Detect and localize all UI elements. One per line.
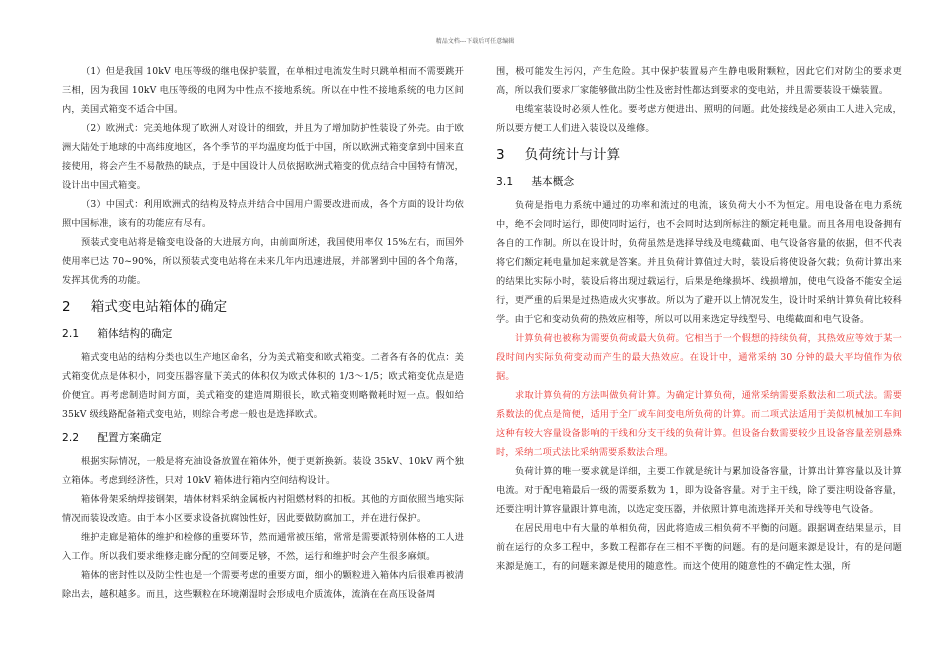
paragraph: 根据实际情况，一般是将充油设备放置在箱体外，便于更新换新。装设 35kV、10kV 两个独立箱体。考虑到经济性，只对 10kV 箱体进行箱内空间结构设计。 bbox=[62, 456, 464, 486]
subsection-title: 配置方案确定 bbox=[97, 432, 162, 444]
paragraph: （2）欧洲式：完美地体现了欧洲人对设计的细致，并且为了增加防护性装设了外壳。由于欧洲大陆处于地球的中高纬度地区，各个季节的平均温度均低于中国，所以欧洲式箱变拿到中国来直接使用，将会产生不易散热的缺点，于是中国设计人员依据欧洲式箱变的优点结合中国特有情况，设计出中国式箱变。 bbox=[62, 123, 464, 191]
paragraph: 在居民用电中有大量的单相负荷，因此将造成三相负荷不平衡的问题。跟据调查结果显示，目前在运行的众多工程中，多数工程都存在三相不平衡的问题。有的是问题来源是设计，有的是问题来源是施工，有的问题来源是使用的随意性。而这个使用的随意性的不确定性太强，所 bbox=[496, 523, 902, 572]
paragraph: （1）但是我国 10kV 电压等级的继电保护装置，在单相过电流发生时只跳单相而不需要跳开三相，因为我国 10kV 电压等级的电网为中性点不接地系统。所以在中性不接地系统的电力区间内，美国式箱变不适合中国。 bbox=[62, 66, 464, 115]
paragraph: 电缆室装设时必须人性化。要考虑方便进出、照明的问题。此处接线是必须由工人进入完成，所以要方便工人们进入装设以及维修。 bbox=[496, 104, 902, 134]
paragraph: 箱体骨架采纳焊接钢架，墙体材料采纳金属板内衬阻燃材料的扣板。其他的方面依照当地实际情况而装设改造。由于本小区要求设备抗腐蚀性好，因此要做防腐加工，并在进行保护。 bbox=[62, 494, 464, 524]
highlighted-paragraph: 求取计算负荷的方法叫做负荷计算。为确定计算负荷，通常采纳需要系数法和二项式法。需要系数法的优点是简便，适用于全厂或车间变电所负荷的计算。而二项式法适用于美似机械加工车间这种有较大容量设备影响的干线和分支干线的负荷计算。但设备台数需要较少且设备容量差别悬殊时，采纳二项式法比采纳需要系数法合理。 bbox=[496, 390, 902, 458]
section-number: 3 bbox=[496, 147, 505, 163]
paragraph: 维护走廊是箱体的维护和检修的重要环节，然而通常被压缩，常常是需要派特别体格的工人进入工作。所以我们要求维修走廊分配的空间要足够，不然，运行和维护时会产生很多麻烦。 bbox=[62, 532, 464, 562]
subsection-title: 基本概念 bbox=[531, 176, 575, 188]
paragraph-continued: 围，极可能发生污闪，产生危险。其中保护装置易产生静电吸附颗粒，因此它们对防尘的要求更高，所以我们要求厂家能够做出防尘性及密封性都达到要求的变电站，并且需要装设干燥装置。 bbox=[496, 66, 902, 96]
subsection-heading bbox=[62, 324, 464, 344]
right-column bbox=[496, 62, 902, 576]
subsection-number: 2.2 bbox=[62, 432, 80, 444]
paragraph: 箱式变电站的结构分类也以生产地区命名，分为美式箱变和欧式箱变。二者各有各的优点：美式箱变优点是体积小，同变压器容量下美式的体积仅为欧式体积的 1/3～1/5；欧式箱变优点是造价便宜。再考虑制造时间方面，美式箱变的建造周期很长，欧式箱变则略微耗时短一点。假如给 35kV 级线路配备箱式变电站，则综合考虑一般也是选择欧式。 bbox=[62, 352, 464, 420]
subsection-title: 箱体结构的确定 bbox=[97, 328, 173, 340]
subsection-heading bbox=[496, 172, 902, 192]
paragraph: 负荷是指电力系统中通过的功率和流过的电流，该负荷大小不为恒定。用电设备在电力系统中，绝不会同时运行，即使同时运行，也不会同时达到所标注的额定耗电量。而且各用电设备拥有各自的工作制。所以在设计时，负荷虽然是选择导线及电缆截面、电气设备容量的依据，但不代表将它们额定耗电量加起来就是答案。并且负荷计算值过大时，装设后将使设备欠载；负荷计算出来的结果比实际小时，装设后将出现过载运行，后果是绝缘损坏、线损增加，使电气设备不能安全运行，更严重的后果是过热造成火灾事故。所以为了避开以上情况发生，设计时采纳计算负荷比较科学。由于它和变动负荷的热效应相等，所以可以用来选定导线型号、电缆截面和电气设备。 bbox=[496, 200, 902, 325]
paragraph: 箱体的密封性以及防尘性也是一个需要考虑的重要方面，细小的颗粒进入箱体内后很难再被清除出去，越积越多。而且，这些颗粒在环境潮湿时会形成电介质流体，流淌在在高压设备周 bbox=[62, 570, 464, 600]
paragraph: 负荷计算的唯一要求就是详细，主要工作就是统计与累加设备容量，计算出计算容量以及计算电流。对于配电箱最后一级的需要系数为 1，即为设备容量。对于主干线，除了要注明设备容量，还要注明计算容量跟计算电流，以选定变压器，并依照计算电流选择开关和导线等电气设备。 bbox=[496, 466, 902, 515]
left-column bbox=[62, 62, 464, 604]
subsection-heading bbox=[62, 428, 464, 448]
highlighted-paragraph: 计算负荷也被称为需要负荷或最大负荷。它相当于一个假想的持续负荷，其热效应等效于某一段时间内实际负荷变动而产生的最大热效应。在设计中，通常采纳 30 分钟的最大平均值作为依据。 bbox=[496, 333, 902, 382]
subsection-number: 2.1 bbox=[62, 328, 80, 340]
paragraph: 预装式变电站将是输变电设备的大进展方向，由前面所述，我国使用率仅 15%左右，而国外使用率已达 70~90%，所以预装式变电站将在未来几年内迅速进展，并部署到中国的各个角落，发挥其优秀的功能。 bbox=[62, 237, 464, 286]
page-header: 精品文档---下载后可任意编辑 bbox=[435, 38, 515, 45]
subsection-number: 3.1 bbox=[496, 176, 514, 188]
section-heading bbox=[496, 144, 902, 166]
section-number: 2 bbox=[62, 299, 71, 315]
section-heading bbox=[62, 296, 464, 318]
paragraph: （3）中国式：利用欧洲式的结构及特点并结合中国用户需要改进而成，各个方面的设计均依照中国标准，该有的功能应有尽有。 bbox=[62, 199, 464, 229]
section-title: 负荷统计与计算 bbox=[524, 147, 621, 163]
section-title: 箱式变电站箱体的确定 bbox=[90, 299, 228, 315]
